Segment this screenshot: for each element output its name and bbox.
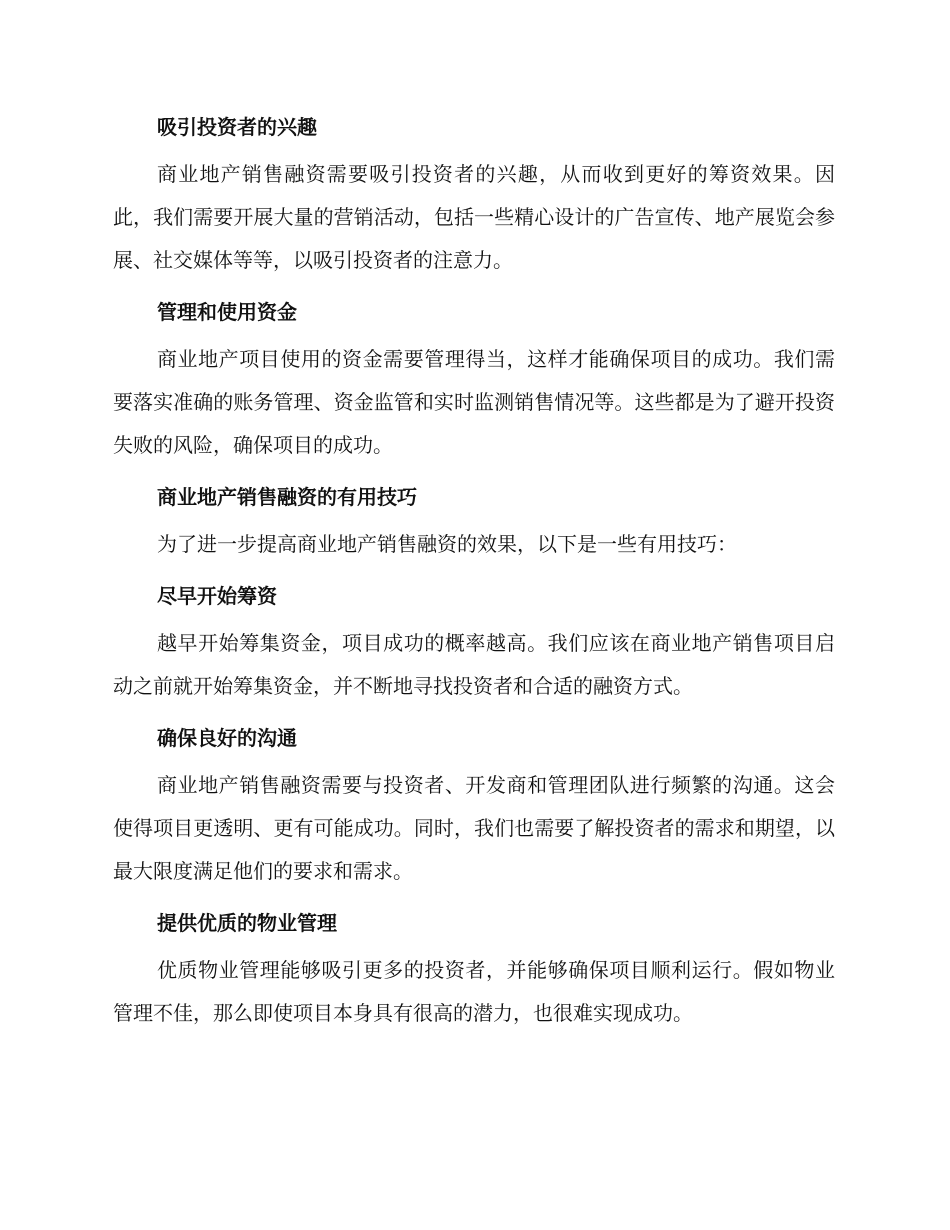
- section-heading-manage-funds: 管理和使用资金: [157, 300, 297, 324]
- section-paragraph-attract-investors: 商业地产销售融资需要吸引投资者的兴趣，从而收到更好的筹资效果。因此，我们需要开展大量的营销活动，包括一些精心设计的广告宣传、地产展览会参展、社交媒体等等，以吸引投资者的注意力。: [113, 162, 835, 272]
- section-paragraph-start-early: 越早开始筹集资金，项目成功的概率越高。我们应该在商业地产销售项目启动之前就开始筹集资金，并不断地寻找投资者和合适的融资方式。: [113, 631, 835, 698]
- section-heading-property-management: 提供优质的物业管理: [157, 911, 337, 935]
- section-heading-communication: 确保良好的沟通: [157, 726, 297, 750]
- section-paragraph-property-management: 优质物业管理能够吸引更多的投资者，并能够确保项目顺利运行。假如物业管理不佳，那么即使项目本身具有很高的潜力，也很难实现成功。: [113, 958, 835, 1025]
- section-paragraph-communication: 商业地产销售融资需要与投资者、开发商和管理团队进行频繁的沟通。这会使得项目更透明、更有可能成功。同时，我们也需要了解投资者的需求和期望，以最大限度满足他们的要求和需求。: [113, 773, 835, 883]
- document-body: [113, 108, 835, 1046]
- section-heading-useful-tips: 商业地产销售融资的有用技巧: [157, 485, 417, 509]
- section-paragraph-useful-tips: 为了进一步提高商业地产销售融资的效果，以下是一些有用技巧：: [157, 532, 737, 556]
- section-heading-attract-investors: 吸引投资者的兴趣: [157, 115, 317, 139]
- section-paragraph-manage-funds: 商业地产项目使用的资金需要管理得当，这样才能确保项目的成功。我们需要落实准确的账务管理、资金监管和实时监测销售情况等。这些都是为了避开投资失败的风险，确保项目的成功。: [113, 347, 835, 457]
- section-heading-start-early: 尽早开始筹资: [157, 584, 277, 608]
